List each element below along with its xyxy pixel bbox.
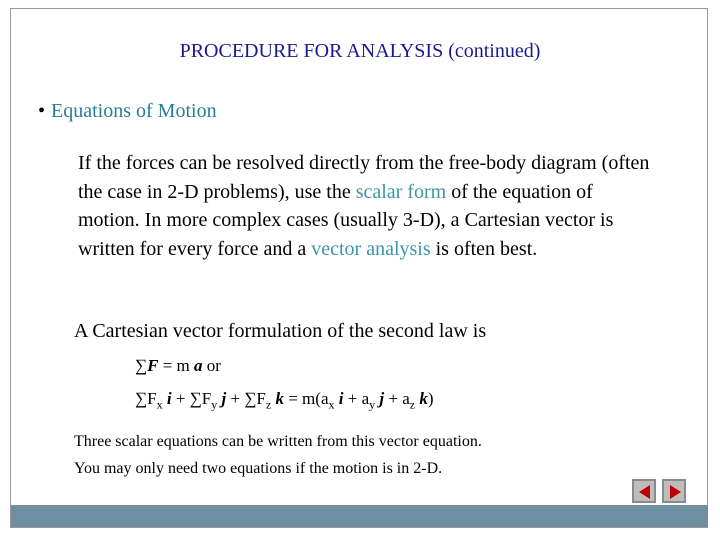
subscript-z: z bbox=[409, 397, 416, 412]
next-slide-button[interactable] bbox=[662, 479, 686, 503]
slide-navigation bbox=[632, 479, 686, 503]
body-paragraph bbox=[78, 149, 658, 263]
slide-title: PROCEDURE FOR ANALYSIS (continued) bbox=[179, 40, 541, 62]
eq-term: = m(a bbox=[283, 389, 329, 408]
subscript-z: z bbox=[265, 397, 272, 412]
eq-term: + a bbox=[384, 389, 410, 408]
eq-term: + a bbox=[343, 389, 370, 408]
force-vector: F bbox=[147, 356, 159, 375]
lead-text: A Cartesian vector formulation of the second law is bbox=[74, 320, 487, 342]
highlight-vector-analysis: vector analysis bbox=[311, 237, 431, 260]
equation-vector-form bbox=[135, 356, 221, 376]
or-text: or bbox=[202, 356, 221, 375]
bullet-heading bbox=[38, 100, 217, 123]
footer-bar bbox=[11, 505, 708, 527]
bullet-marker: • bbox=[38, 100, 46, 122]
unit-j: j bbox=[379, 389, 385, 408]
sum-symbol: ∑ bbox=[135, 356, 148, 375]
eq-term: + ∑F bbox=[171, 389, 212, 408]
subscript-y: y bbox=[211, 397, 218, 412]
note-text bbox=[74, 428, 482, 482]
eq-term: + ∑F bbox=[226, 389, 266, 408]
eq-term: ∑F bbox=[135, 389, 157, 408]
note-line-2: You may only need two equations if the motion is in 2-D. bbox=[74, 460, 443, 477]
unit-i: i bbox=[166, 389, 172, 408]
acceleration-vector: a bbox=[194, 356, 203, 375]
equals-m: = m bbox=[158, 356, 190, 375]
subscript-y: y bbox=[369, 397, 376, 412]
unit-i: i bbox=[338, 389, 344, 408]
eq-term: ) bbox=[427, 389, 434, 408]
unit-k: k bbox=[419, 389, 428, 408]
paragraph-text: of the equation of motion. In more complex cases (usually 3-D), a Cartesian vector is written for every force and a bbox=[78, 180, 614, 260]
equation-component-form bbox=[135, 389, 434, 412]
paragraph-text: is often best. bbox=[430, 237, 538, 260]
subscript-x: x bbox=[156, 397, 163, 412]
subscript-x: x bbox=[328, 397, 335, 412]
previous-slide-icon bbox=[639, 485, 650, 499]
paragraph-text: If the forces can be resolved directly from the free-body diagram (often the case in 2-D problems), use the bbox=[78, 152, 650, 203]
unit-j: j bbox=[221, 389, 227, 408]
highlight-scalar-form: scalar form bbox=[355, 180, 447, 203]
previous-slide-button[interactable] bbox=[632, 479, 656, 503]
unit-k: k bbox=[275, 389, 284, 408]
bullet-heading-text: Equations of Motion bbox=[51, 100, 217, 122]
next-slide-icon bbox=[670, 485, 681, 499]
note-line-1: Three scalar equations can be written from this vector equation. bbox=[74, 433, 482, 450]
